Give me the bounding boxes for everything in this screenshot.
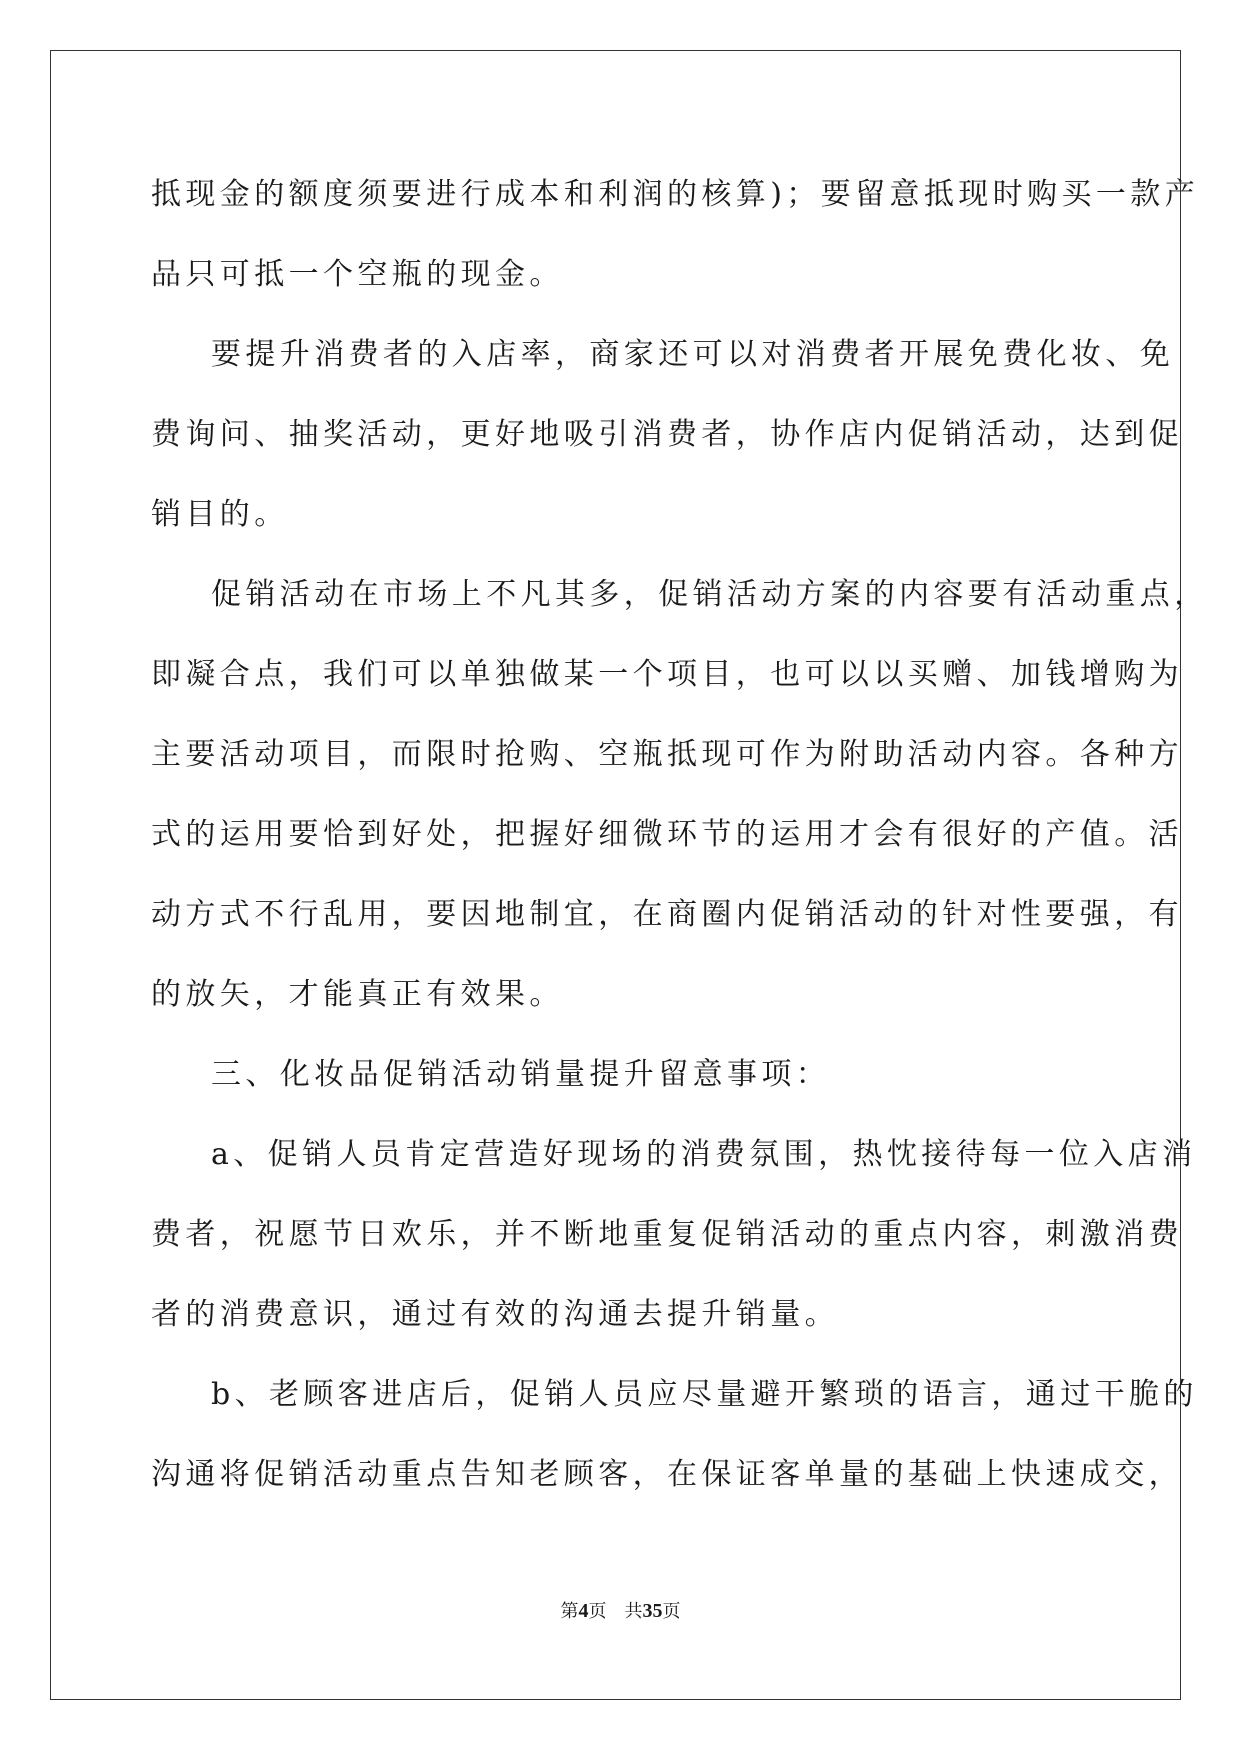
text-line: 主要活动项目，而限时抢购、空瓶抵现可作为附助活动内容。各种方 <box>151 737 1183 772</box>
footer-page-suffix: 页 <box>588 1601 607 1622</box>
footer-total-suffix: 页 <box>662 1601 681 1622</box>
heading-line: 三、化妆品促销活动销量提升留意事项： <box>211 1057 831 1092</box>
total-pages: 35 <box>642 1600 663 1622</box>
paragraph-item-b <box>151 1355 1198 1515</box>
text-line: 的放矢，才能真正有效果。 <box>151 977 564 1012</box>
paragraph-item-a <box>151 1115 1197 1355</box>
paragraph <box>151 555 1209 1035</box>
text-line: 费询问、抽奖活动，更好地吸引消费者，协作店内促销活动，达到促 <box>151 417 1183 452</box>
page-footer <box>0 1597 1241 1623</box>
text-line: 式的运用要恰到好处，把握好细微环节的运用才会有很好的产值。活 <box>151 817 1183 852</box>
text-line: 即凝合点，我们可以单独做某一个项目，也可以以买赠、加钱增购为 <box>151 657 1183 692</box>
text-line: 沟通将促销活动重点告知老顾客，在保证客单量的基础上快速成交， <box>151 1457 1183 1492</box>
page-number: 4 <box>578 1600 589 1622</box>
text-line: 费者，祝愿节日欢乐，并不断地重复促销活动的重点内容，刺激消费 <box>151 1217 1183 1252</box>
text-line: 销目的。 <box>151 497 289 532</box>
text-line: 促销活动在市场上不凡其多，促销活动方案的内容要有活动重点， <box>211 577 1209 612</box>
text-line: 者的消费意识，通过有效的沟通去提升销量。 <box>151 1297 839 1332</box>
paragraph <box>151 315 1183 555</box>
footer-total-prefix: 共 <box>624 1601 643 1622</box>
text-line: 品只可抵一个空瓶的现金。 <box>151 257 564 292</box>
text-line: a、促销人员肯定营造好现场的消费氛围，热忱接待每一位入店消 <box>211 1137 1197 1172</box>
document-body <box>151 155 1209 1515</box>
text-line: 抵现金的额度须要进行成本和利润的核算)；要留意抵现时购买一款产 <box>151 177 1200 212</box>
paragraph-continuation <box>151 155 1200 315</box>
section-heading <box>151 1035 1081 1115</box>
text-line: 要提升消费者的入店率，商家还可以对消费者开展免费化妆、免 <box>211 337 1175 372</box>
text-line: b、老顾客进店后，促销人员应尽量避开繁琐的语言，通过干脆的 <box>211 1377 1198 1412</box>
footer-prefix: 第 <box>560 1601 579 1622</box>
text-line: 动方式不行乱用，要因地制宜，在商圈内促销活动的针对性要强，有 <box>151 897 1183 932</box>
